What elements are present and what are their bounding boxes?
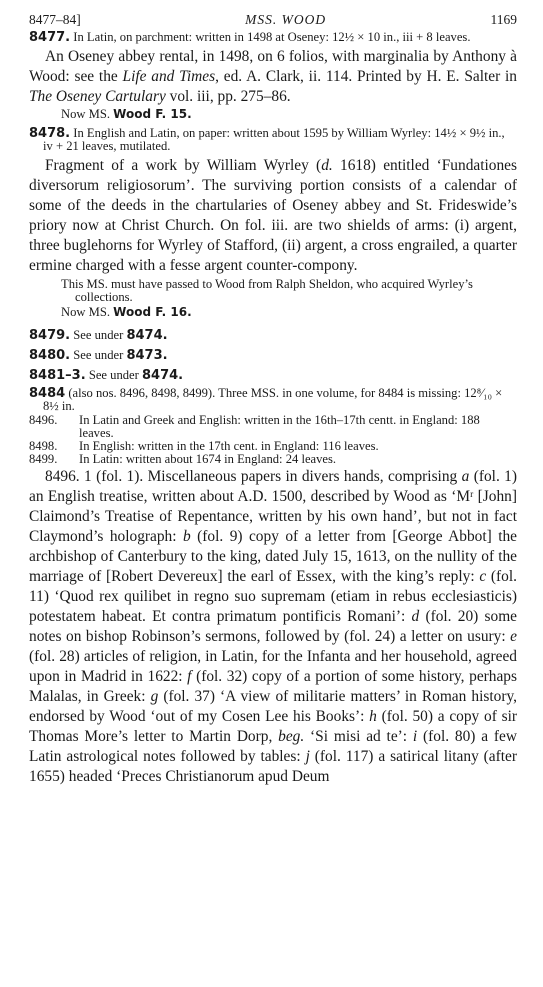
body-text: (fol. 80) a few Latin astrological notes followed by tables: — [29, 727, 517, 765]
cross-reference-number: 8474. — [141, 367, 184, 383]
body-text: (fol. 1) an English treatise, written about A.D. 1500, described by Wood as ‘Mʳ [John] Claimond’s Treatise of Repentance, written by his own hand’, but not in fact Claymond’s holograph: — [29, 467, 517, 545]
entry-8478-description — [29, 127, 517, 154]
item-letter: b — [183, 527, 191, 545]
shelfmark: Wood F. 16. — [113, 304, 192, 319]
body-text: 1618) entitled ‘Fundationes diversorum religiosorum’. The surviving portion consists of a calendar of some of the deeds in the chartularies of Oseney abbey and St. Frideswide’s priory now at Christ Church. On fol. iii. are two shields of arms: (i) argent, three buglehorns for Wyrley of Stafford, (ii) argent, a cross engrailed, a quarter ermine charged with a fesse argent counter-compony. — [29, 156, 517, 274]
body-text: Fragment of a work by William Wyrley ( — [45, 156, 322, 174]
entry-8477-shelfmark — [29, 107, 517, 121]
header-title: MSS. WOOD — [245, 12, 327, 27]
entry-number: 8477. — [29, 30, 71, 45]
body-text: (fol. 11) ‘Quod rex quilibet in regno suo supremam (etiam in rebus ecclesiasticis) potestatem habeat. Et contra primatum pontificis Romani’: — [29, 567, 517, 625]
entry-number: 8478. — [29, 125, 71, 141]
sub-entry-8496 — [29, 414, 517, 440]
body-text: (fol. 37) ‘A view of militarie matters’ in Roman history, endorsed by Wood ‘out of my Cosen Lee his Books’: — [29, 687, 517, 725]
italic-title: Life and Times — [122, 67, 216, 85]
entry-8478-body — [29, 156, 517, 276]
item-letter: h — [369, 707, 377, 725]
sub-entry-description: In Latin: written about 1674 in England: 24 leaves. — [79, 451, 337, 466]
cross-reference-number: 8473. — [126, 347, 168, 363]
entry-8479 — [29, 328, 517, 343]
catalogue-page — [29, 12, 517, 787]
entry-physical-description: In Latin, on parchment: written in 1498 at Oseney: 12½ × 10 in., iii + 8 leaves. — [73, 30, 471, 44]
cross-reference-text: See under — [73, 327, 127, 342]
shelfmark: Wood F. 15. — [113, 106, 192, 121]
entry-8477-body — [29, 47, 517, 107]
item-letter: j — [305, 747, 310, 765]
entry-8481-3 — [29, 368, 517, 383]
body-text: ‘Si misi ad te’: — [304, 727, 413, 745]
item-letter: f — [187, 667, 192, 685]
body-text: vol. iii, pp. 275–86. — [165, 87, 291, 105]
entry-8477 — [29, 31, 517, 121]
entry-number: 8481–3. — [29, 367, 86, 383]
entry-8480 — [29, 348, 517, 363]
entry-8478-shelfmark — [29, 305, 517, 319]
entry-physical-description: (also nos. 8496, 8498, 8499). Three MSS. in one volume, for 8484 is missing: 12⁸⁄₁₀ × 8½ in. — [43, 385, 503, 413]
sub-entry-number: 8498. — [29, 438, 58, 453]
italic-abbrev: d. — [321, 156, 333, 174]
sub-entry-description: In English: written in the 17th cent. in England: 116 leaves. — [79, 438, 379, 453]
sub-entry-number: 8496. — [29, 412, 58, 427]
body-text: (fol. 20) some notes on bishop Robinson’s sermons, followed by (fol. 24) a letter on usury: — [29, 607, 517, 645]
body-text: , ed. A. Clark, ii. 114. Printed by H. E. Salter in — [215, 67, 517, 85]
entry-8484 — [29, 387, 517, 787]
header-range: 8477–84] — [29, 12, 81, 27]
item-letter: c — [479, 567, 487, 585]
cross-reference-text: See under — [73, 347, 127, 362]
sub-entry-number: 8499. — [29, 451, 58, 466]
italic-title: The Oseney Cartulary — [29, 87, 166, 105]
body-text: (fol. 117) a satirical litany (after 1655) headed ‘Preces Christianorum apud Deum — [29, 747, 517, 785]
item-letter: d — [411, 607, 420, 625]
header-page-number: 1169 — [490, 12, 517, 27]
entry-8478 — [29, 127, 517, 319]
shelfmark-prefix: Now MS. — [61, 106, 114, 121]
sub-entry-description: In Latin and Greek and English: written in the 16th–17th centt. in England: 188 leaves. — [79, 412, 480, 440]
italic-abbrev: beg. — [278, 727, 305, 745]
body-text: An Oseney abbey rental, in 1498, on 6 folios, with marginalia by Anthony à Wood: see the — [29, 47, 517, 85]
entry-physical-description: In English and Latin, on paper: written about 1595 by William Wyrley: 14½ × 9½ in., iv + 21 leaves, mutilated. — [43, 125, 505, 153]
running-header — [29, 12, 517, 28]
body-text: 8496. 1 (fol. 1). Miscellaneous papers in divers hands, comprising — [45, 467, 462, 485]
cross-reference-text: See under — [88, 367, 142, 382]
item-letter: a — [461, 467, 470, 485]
cross-reference-number: 8474. — [126, 327, 168, 343]
entry-8477-description — [29, 31, 517, 45]
item-letter: g — [150, 687, 159, 705]
entry-8496-body — [29, 467, 517, 787]
body-text: (fol. 9) copy of a letter from [George Abbot] the archbishop of Canterbury to the king, dated July 15, 1613, on the nullity of the marriage of [Robert Devereux] the earl of Essex, with the king’s reply: — [29, 527, 517, 585]
item-letter: i — [412, 727, 418, 745]
body-text: (fol. 28) articles of religion, in Latin, for the Infanta and her household, agreed upon in Madrid in 1622: — [29, 647, 517, 685]
entry-number: 8480. — [29, 347, 71, 363]
entry-8478-note: This MS. must have passed to Wood from Ralph Sheldon, who acquired Wyrley’s collections. — [61, 276, 473, 304]
shelfmark-prefix: Now MS. — [61, 304, 114, 319]
entry-number: 8479. — [29, 327, 71, 343]
item-letter: e — [510, 627, 517, 645]
sub-entry-8499 — [29, 453, 517, 466]
entry-8484-description — [29, 387, 517, 414]
body-text: (fol. 50) a copy of sir Thomas More’s letter to Martin Dorp, — [29, 707, 517, 745]
body-text: (fol. 32) copy of a portion of some history, perhaps Malalas, in Greek: — [29, 667, 517, 705]
entry-number: 8484 — [29, 385, 66, 401]
